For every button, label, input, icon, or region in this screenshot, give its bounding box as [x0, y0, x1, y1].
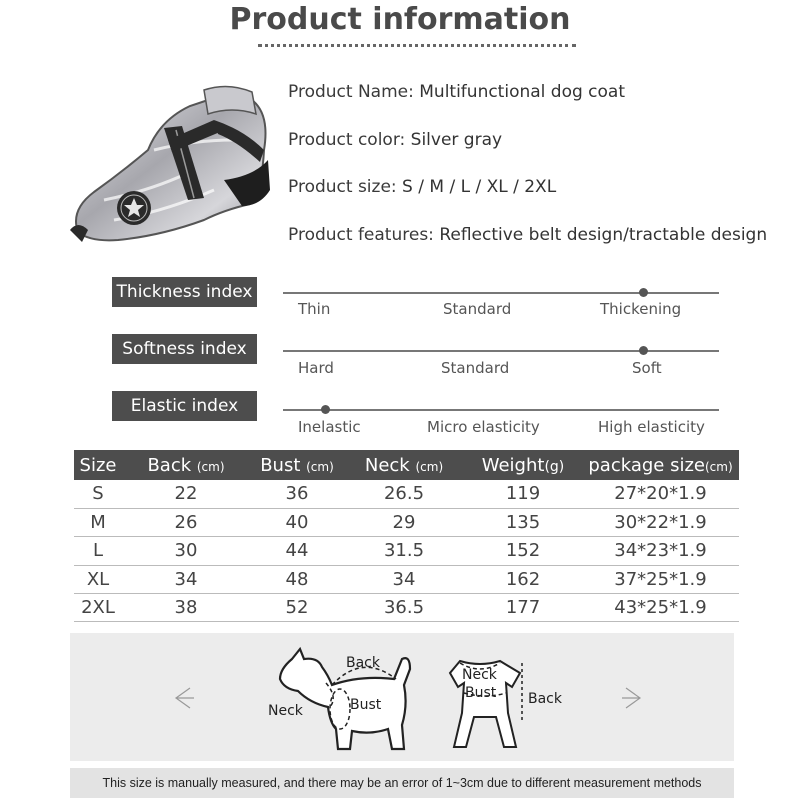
- cell-size: 2XL: [74, 594, 122, 622]
- title-dotted-divider: [258, 44, 576, 47]
- cell-bust: 48: [250, 565, 344, 593]
- dog-coat-image: [64, 80, 284, 250]
- cell-weight: 152: [464, 537, 582, 565]
- table-row: [74, 537, 739, 565]
- cell-bust: 52: [250, 594, 344, 622]
- product-color-value: Silver gray: [410, 130, 503, 150]
- cell-package-size: 27*20*1.9: [582, 480, 739, 508]
- table-row: [74, 508, 739, 536]
- product-name-value: Multifunctional dog coat: [419, 82, 626, 102]
- cell-weight: 162: [464, 565, 582, 593]
- cell-back: 26: [122, 508, 250, 536]
- cell-package-size: 34*23*1.9: [582, 537, 739, 565]
- coat-bust-label: Bust: [465, 685, 497, 701]
- cell-bust: 40: [250, 508, 344, 536]
- header-weight: Weight(g): [464, 450, 582, 480]
- cell-neck: 36.5: [344, 594, 464, 622]
- cell-neck: 31.5: [344, 537, 464, 565]
- cell-size: M: [74, 508, 122, 536]
- cell-size: XL: [74, 565, 122, 593]
- thickness-scale-mid: Standard: [443, 300, 512, 318]
- cell-back: 34: [122, 565, 250, 593]
- product-features-label: Product features:: [288, 225, 440, 245]
- elastic-scale-line: [283, 409, 719, 411]
- thickness-scale-high: Thickening: [600, 300, 682, 318]
- dog-bust-label: Bust: [350, 697, 382, 713]
- cell-neck: 34: [344, 565, 464, 593]
- table-row: [74, 480, 739, 508]
- softness-scale-low: Hard: [298, 359, 334, 377]
- coat-neck-label: Neck: [462, 667, 497, 683]
- cell-bust: 36: [250, 480, 344, 508]
- product-color-label: Product color:: [288, 130, 411, 150]
- page-title: Product information: [229, 2, 571, 37]
- cell-weight: 177: [464, 594, 582, 622]
- thickness-scale-low: Thin: [298, 300, 331, 318]
- softness-scale-line: [283, 350, 719, 352]
- cell-back: 22: [122, 480, 250, 508]
- softness-scale-mid: Standard: [441, 359, 510, 377]
- softness-level-dot: [639, 346, 648, 355]
- product-size-row: [288, 177, 556, 197]
- cell-package-size: 37*25*1.9: [582, 565, 739, 593]
- header-back: Back (cm): [122, 450, 250, 480]
- chevron-right-icon: [620, 685, 646, 711]
- cell-package-size: 43*25*1.9: [582, 594, 739, 622]
- dog-back-label: Back: [346, 655, 380, 671]
- thickness-scale-line: [283, 292, 719, 294]
- cell-size: L: [74, 537, 122, 565]
- size-table: [74, 450, 739, 622]
- header-package-size: package size(cm): [582, 450, 739, 480]
- cell-size: S: [74, 480, 122, 508]
- cell-neck: 26.5: [344, 480, 464, 508]
- product-features-value: Reflective belt design/tractable design: [439, 225, 768, 245]
- cell-weight: 119: [464, 480, 582, 508]
- dog-neck-label: Neck: [268, 703, 303, 719]
- product-name-label: Product Name:: [288, 82, 420, 102]
- softness-scale-high: Soft: [632, 359, 662, 377]
- measurement-diagram: [70, 633, 734, 761]
- cell-back: 38: [122, 594, 250, 622]
- product-name-row: [288, 82, 625, 102]
- table-row: [74, 565, 739, 593]
- measurement-note: This size is manually measured, and there may be an error of 1~3cm due to different measurement methods: [70, 768, 734, 798]
- dog-outline-icon: [270, 645, 420, 755]
- softness-index-label: Softness index: [112, 334, 257, 364]
- elastic-scale-high: High elasticity: [598, 418, 705, 436]
- cell-bust: 44: [250, 537, 344, 565]
- thickness-level-dot: [639, 288, 648, 297]
- table-row: [74, 594, 739, 622]
- header-neck: Neck (cm): [344, 450, 464, 480]
- elastic-level-dot: [321, 405, 330, 414]
- product-size-label: Product size:: [288, 177, 403, 197]
- product-size-value: S / M / L / XL / 2XL: [402, 177, 557, 197]
- cell-neck: 29: [344, 508, 464, 536]
- elastic-index-label: Elastic index: [112, 391, 257, 421]
- cell-package-size: 30*22*1.9: [582, 508, 739, 536]
- product-color-row: [288, 130, 502, 150]
- product-features-row: [288, 225, 767, 245]
- header-bust: Bust (cm): [250, 450, 344, 480]
- elastic-scale-low: Inelastic: [298, 418, 361, 436]
- chevron-left-icon: [170, 685, 196, 711]
- thickness-index-label: Thickness index: [112, 277, 257, 307]
- table-header-row: [74, 450, 739, 480]
- cell-weight: 135: [464, 508, 582, 536]
- elastic-scale-mid: Micro elasticity: [427, 418, 540, 436]
- header-size: Size: [74, 450, 122, 480]
- coat-back-label: Back: [528, 691, 562, 707]
- cell-back: 30: [122, 537, 250, 565]
